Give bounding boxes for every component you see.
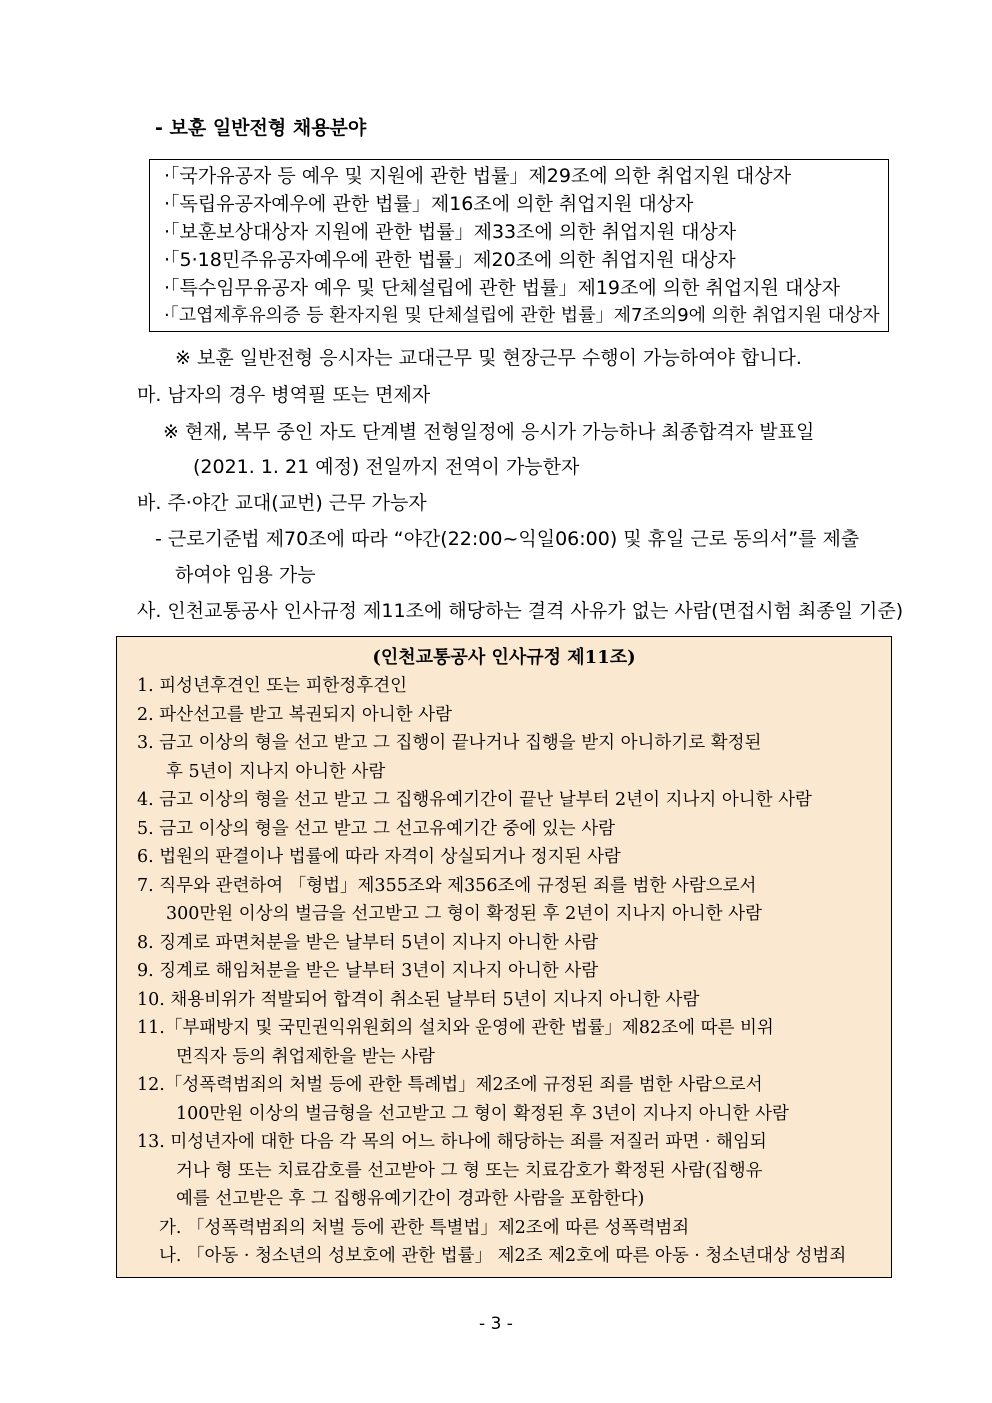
regulation-line: 8. 징계로 파면처분을 받은 날부터 5년이 지나지 아니한 사람 bbox=[137, 932, 599, 953]
item-ba-sub: 하여야 임용 가능 bbox=[175, 564, 316, 586]
veterans-note: ※ 보훈 일반전형 응시자는 교대근무 및 현장근무 수행이 가능하여야 합니다. bbox=[175, 347, 802, 369]
eligibility-item: ·「독립유공자예우에 관한 법률」제16조에 의한 취업지원 대상자 bbox=[164, 193, 694, 215]
regulation-line: 후 5년이 지나지 아니한 사람 bbox=[166, 761, 386, 782]
item-ba: 바. 주·야간 교대(교번) 근무 가능자 bbox=[137, 492, 427, 514]
section-title: - 보훈 일반전형 채용분야 bbox=[155, 117, 367, 139]
item-sa: 사. 인천교통공사 인사규정 제11조에 해당하는 결격 사유가 없는 사람(면접시험 최종일 기준) bbox=[137, 600, 904, 622]
regulation-line: 1. 피성년후견인 또는 피한정후견인 bbox=[137, 676, 408, 696]
regulation-box bbox=[116, 636, 892, 1278]
eligibility-item: ·「특수임무유공자 예우 및 단체설립에 관한 법률」제19조에 의한 취업지원 대상자 bbox=[164, 277, 841, 299]
regulation-line: 가. 「성폭력범죄의 처벌 등에 관한 특별법」제2조에 따른 성폭력범죄 bbox=[159, 1217, 690, 1238]
regulation-line: 5. 금고 이상의 형을 선고 받고 그 선고유예기간 중에 있는 사람 bbox=[137, 818, 616, 839]
regulation-line: 예를 선고받은 후 그 집행유예기간이 경과한 사람을 포함한다) bbox=[176, 1189, 645, 1209]
eligibility-item: ·「보훈보상대상자 지원에 관한 법률」제33조에 의한 취업지원 대상자 bbox=[164, 221, 737, 243]
military-note-line: ※ 현재, 복무 중인 자도 단계별 전형일정에 응시가 가능하나 최종합격자 발표일 bbox=[163, 421, 815, 443]
regulation-heading: (인천교통공사 인사규정 제11조) bbox=[372, 647, 636, 668]
eligibility-item: ·「5·18민주유공자예우에 관한 법률」제20조에 의한 취업지원 대상자 bbox=[164, 249, 736, 271]
eligibility-item: ·「국가유공자 등 예우 및 지원에 관한 법률」제29조에 의한 취업지원 대상자 bbox=[164, 165, 791, 187]
eligibility-item: ·「고엽제후유의증 등 환자지원 및 단체설립에 관한 법률」제7조의9에 의한 취업지원 대상자 bbox=[164, 305, 880, 326]
regulation-line: 11.「부패방지 및 국민권익위원회의 설치와 운영에 관한 법률」제82조에 따른 비위 bbox=[137, 1018, 774, 1038]
regulation-line: 6. 법원의 판결이나 법률에 따라 자격이 상실되거나 정지된 사람 bbox=[137, 847, 621, 867]
regulation-line: 4. 금고 이상의 형을 선고 받고 그 집행유예기간이 끝난 날부터 2년이 지나지 아니한 사람 bbox=[137, 790, 812, 810]
item-ba-sub: - 근로기준법 제70조에 따라 “야간(22:00~익일06:00) 및 휴일 근로 동의서”를 제출 bbox=[155, 528, 860, 550]
regulation-line: 12.「성폭력범죄의 처벌 등에 관한 특례법」제2조에 규정된 죄를 범한 사람으로서 bbox=[137, 1075, 763, 1095]
military-note-line: (2021. 1. 21 예정) 전일까지 전역이 가능한자 bbox=[193, 456, 580, 478]
regulation-line: 나. 「아동 · 청소년의 성보호에 관한 법률」 제2조 제2호에 따른 아동 · 청소년대상 성범죄 bbox=[159, 1246, 847, 1266]
regulation-line: 13. 미성년자에 대한 다음 각 목의 어느 하나에 해당하는 죄를 저질러 파면 · 해임되 bbox=[137, 1132, 767, 1152]
regulation-line: 100만원 이상의 벌금형을 선고받고 그 형이 확정된 후 3년이 지나지 아니한 사람 bbox=[176, 1103, 789, 1124]
item-ma: 마. 남자의 경우 병역필 또는 면제자 bbox=[137, 384, 431, 406]
page-number: - 3 - bbox=[479, 1314, 513, 1334]
regulation-line: 9. 징계로 해임처분을 받은 날부터 3년이 지나지 아니한 사람 bbox=[137, 961, 599, 981]
regulation-line: 면직자 등의 취업제한을 받는 사람 bbox=[176, 1046, 435, 1067]
regulation-line: 3. 금고 이상의 형을 선고 받고 그 집행이 끝나거나 집행을 받지 아니하기로 확정된 bbox=[137, 733, 762, 753]
regulation-line: 거나 형 또는 치료감호를 선고받아 그 형 또는 치료감호가 확정된 사람(집행유 bbox=[176, 1160, 763, 1181]
regulation-line: 2. 파산선고를 받고 복권되지 아니한 사람 bbox=[137, 704, 452, 725]
regulation-line: 7. 직무와 관련하여 「형법」제355조와 제356조에 규정된 죄를 범한 사람으로서 bbox=[137, 875, 757, 896]
regulation-line: 10. 채용비위가 적발되어 합격이 취소된 날부터 5년이 지나지 아니한 사람 bbox=[137, 989, 700, 1010]
eligibility-box bbox=[149, 159, 889, 332]
regulation-line: 300만원 이상의 벌금을 선고받고 그 형이 확정된 후 2년이 지나지 아니한 사람 bbox=[166, 904, 762, 924]
